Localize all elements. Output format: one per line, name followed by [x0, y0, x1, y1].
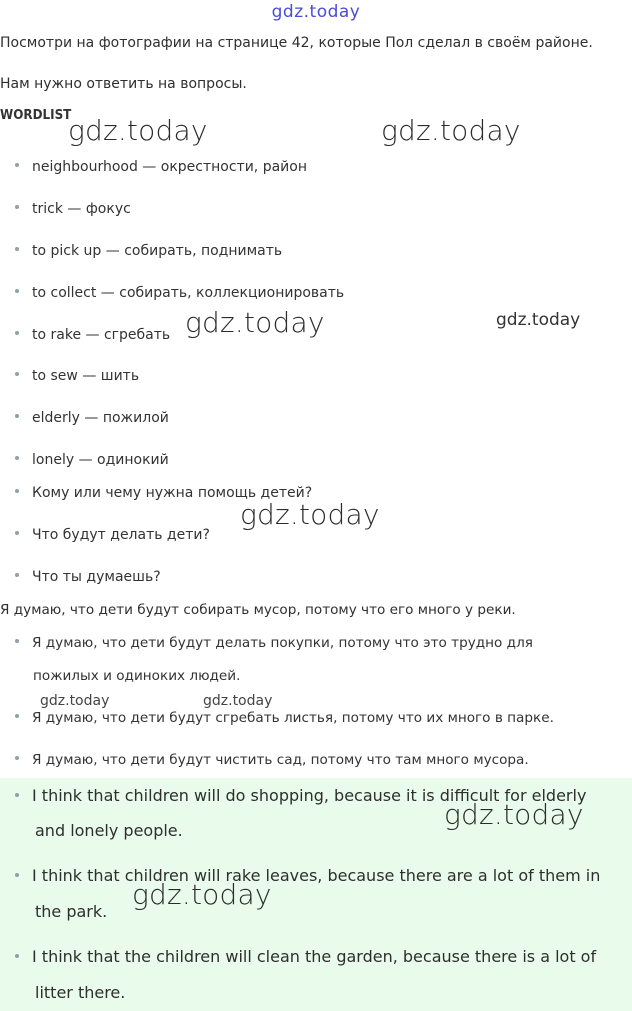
bullet-icon [15, 573, 19, 577]
bullet-icon [15, 489, 19, 493]
bullet-icon [15, 289, 19, 293]
answer-ru-continuation: пожилых и одиноких людей. [33, 668, 241, 684]
answer-en-item: I think that the children will clean the garden, because there is a lot of [15, 947, 596, 966]
answer-en-continuation: and lonely people. [35, 821, 183, 840]
bullet-icon [15, 163, 19, 167]
bullet-icon [15, 756, 19, 760]
task-text: Нам нужно ответить на вопросы. [0, 76, 247, 92]
watermark: gdz.today [444, 798, 584, 831]
bullet-icon [15, 414, 19, 418]
answer-en-item: I think that children will rake leaves, because there are a lot of them in [15, 866, 600, 885]
bullet-icon [15, 954, 19, 958]
bullet-icon [15, 714, 19, 718]
watermark: gdz.today [185, 306, 325, 339]
list-item: elderly — пожилой [15, 410, 169, 426]
question-item: Кому или чему нужна помощь детей? [15, 485, 312, 501]
bullet-icon [15, 531, 19, 535]
list-item: to collect — собирать, коллекционировать [15, 285, 344, 301]
intro-text: Посмотри на фотографии на странице 42, которые Пол сделал в своём районе. [0, 35, 593, 51]
list-item: to rake — сгребать [15, 327, 170, 343]
question-item: Что будут делать дети? [15, 527, 210, 543]
bullet-icon [15, 205, 19, 209]
watermark: gdz.today [496, 310, 581, 330]
watermark: gdz.today [132, 878, 272, 911]
bullet-icon [15, 639, 19, 643]
site-logo[interactable]: gdz.today [271, 2, 361, 22]
bullet-icon [15, 331, 19, 335]
answer-en-item: I think that children will do shopping, because it is difficult for elderly [15, 786, 586, 805]
answer-en-continuation: litter there. [35, 983, 126, 1002]
answer-intro: Я думаю, что дети будут собирать мусор, потому что его много у реки. [0, 602, 516, 618]
list-item: lonely — одинокий [15, 452, 169, 468]
list-item: neighbourhood — окрестности, район [15, 159, 307, 175]
watermark: gdz.today [203, 693, 273, 709]
bullet-icon [15, 873, 19, 877]
bullet-icon [15, 247, 19, 251]
watermark: gdz.today [68, 114, 208, 147]
list-item: trick — фокус [15, 201, 131, 217]
question-item: Что ты думаешь? [15, 569, 161, 585]
bullet-icon [15, 456, 19, 460]
answer-ru-item: Я думаю, что дети будут сгребать листья, потому что их много в парке. [15, 710, 554, 726]
wordlist-heading: WORDLIST [0, 108, 72, 123]
watermark: gdz.today [40, 693, 110, 709]
list-item: to pick up — собирать, поднимать [15, 243, 282, 259]
list-item: to sew — шить [15, 368, 139, 384]
bullet-icon [15, 793, 19, 797]
answer-ru-item: Я думаю, что дети будут делать покупки, потому что это трудно для [15, 635, 533, 651]
bullet-icon [15, 372, 19, 376]
answer-ru-item: Я думаю, что дети будут чистить сад, потому что там много мусора. [15, 752, 529, 768]
watermark: gdz.today [240, 498, 380, 531]
watermark: gdz.today [381, 114, 521, 147]
answer-en-continuation: the park. [35, 902, 108, 921]
